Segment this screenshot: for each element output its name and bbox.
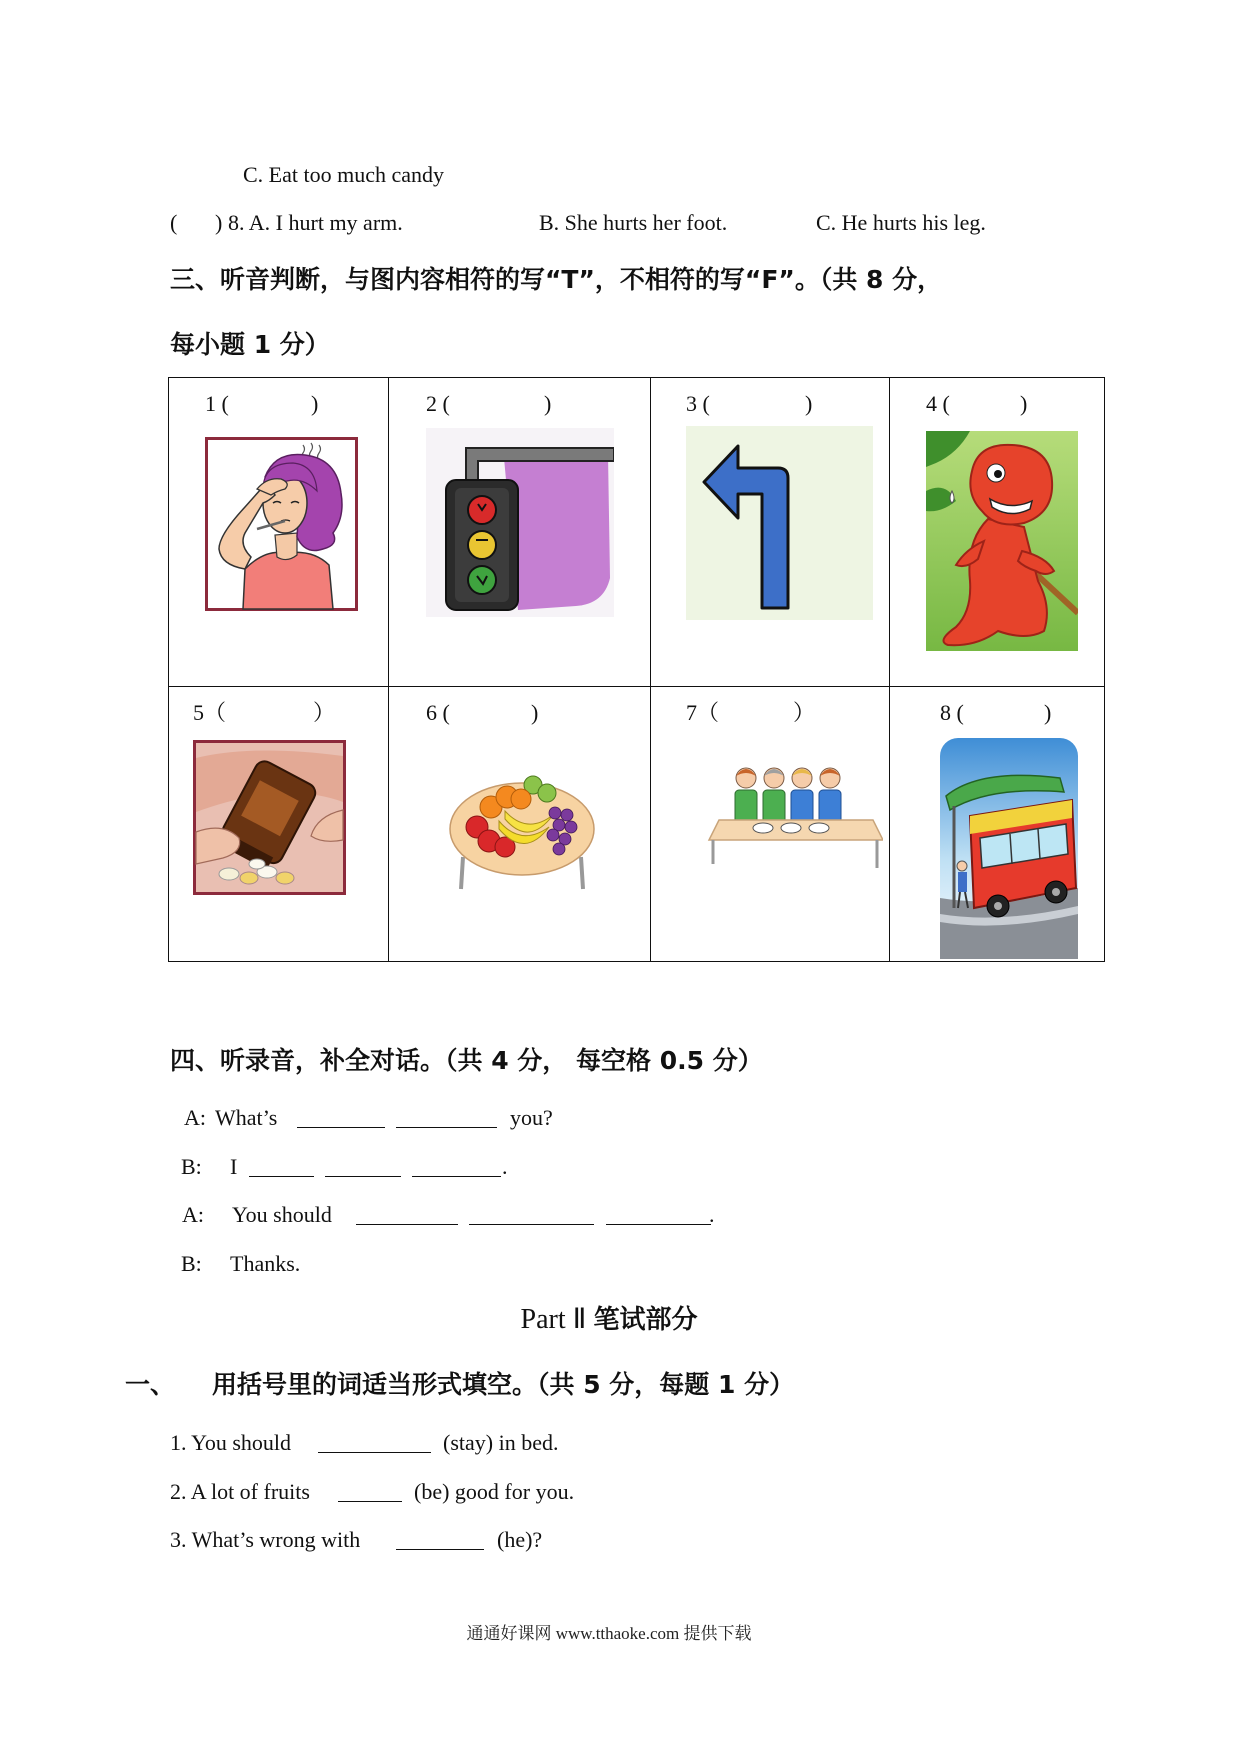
item-4-label-close: ) xyxy=(1020,391,1028,416)
item-text: 2. A lot of fruits xyxy=(170,1479,310,1504)
q8-option-c: C. He hurts his leg. xyxy=(816,210,986,235)
picture-cell-5 xyxy=(169,687,389,963)
fruit-plate-picture xyxy=(445,769,599,894)
q8-paren-open: ( xyxy=(170,210,178,235)
item-3-label-close: ) xyxy=(805,391,813,416)
item-hint: (stay) in bed. xyxy=(443,1430,559,1455)
item-8-label-close: ) xyxy=(1044,700,1052,725)
footer-credit: 通通好课网 www.tthaoke.com 提供下载 xyxy=(466,1624,752,1643)
section3-title-line1: 三、听音判断，与图内容相符的写“T”，不相符的写“F”。（共 8 分， xyxy=(170,265,943,294)
dialogue-text-end: . xyxy=(709,1202,715,1227)
headache-picture xyxy=(205,437,358,611)
speaker-a: A: xyxy=(184,1105,206,1130)
picture-table xyxy=(168,377,1105,962)
section-number: 一、 xyxy=(125,1370,176,1399)
q8-row xyxy=(0,210,1240,238)
dialogue-line-3 xyxy=(0,1202,1240,1230)
answer-blank xyxy=(606,1224,711,1225)
item-text: 1. You should xyxy=(170,1430,292,1455)
item-3-label-open: 3 ( xyxy=(686,391,710,416)
item-hint: (be) good for you. xyxy=(414,1479,575,1504)
part2-section1-heading xyxy=(0,1368,1240,1402)
item-1-label-open: 1 ( xyxy=(205,391,229,416)
picture-cell-7 xyxy=(651,687,890,963)
dialogue-text: What’s xyxy=(215,1105,278,1130)
section3-title-line2: 每小题 1 分） xyxy=(170,330,330,359)
item-1-label-close: ) xyxy=(311,391,319,416)
traffic-light-picture xyxy=(426,428,614,617)
item-6-label-open: 6 ( xyxy=(426,700,450,725)
item-2-label-open: 2 ( xyxy=(426,391,450,416)
picture-cell-3 xyxy=(651,378,890,687)
q8-paren-close: ) xyxy=(215,210,223,235)
answer-blank xyxy=(318,1452,431,1453)
item-7-label-close: ） xyxy=(793,700,816,725)
answer-blank xyxy=(297,1127,385,1128)
answer-blank xyxy=(469,1224,594,1225)
answer-blank xyxy=(325,1176,401,1177)
item-5-label-open: 5（ xyxy=(193,700,227,725)
item-2-label-close: ) xyxy=(544,391,552,416)
dinosaur-picture xyxy=(926,431,1078,651)
section-title: 用括号里的词适当形式填空。（共 5 分，每题 1 分） xyxy=(212,1370,795,1399)
bus-stop-picture xyxy=(940,738,1078,959)
q8-option-b: B. She hurts her foot. xyxy=(539,210,728,235)
item-6-label-close: ) xyxy=(531,700,539,725)
item-hint: (he)? xyxy=(497,1527,543,1552)
part2-title-en: Part Ⅱ xyxy=(520,1304,587,1335)
family-meal-picture xyxy=(707,760,883,871)
fill-item-3 xyxy=(0,1527,1240,1555)
picture-cell-8 xyxy=(890,687,1106,963)
speaker-b: B: xyxy=(181,1251,202,1276)
medicine-picture xyxy=(193,740,346,895)
answer-blank xyxy=(396,1127,497,1128)
picture-cell-2 xyxy=(389,378,651,687)
picture-cell-6 xyxy=(389,687,651,963)
fill-item-2 xyxy=(0,1479,1240,1507)
answer-blank xyxy=(412,1176,501,1177)
dialogue-text: You should xyxy=(232,1202,332,1227)
section4-title: 四、听录音，补全对话。（共 4 分， 每空格 0.5 分） xyxy=(170,1046,763,1075)
dialogue-line-4 xyxy=(0,1251,1240,1279)
item-7-label-open: 7（ xyxy=(686,700,720,725)
picture-cell-1 xyxy=(169,378,389,687)
picture-cell-4 xyxy=(890,378,1106,687)
speaker-a: A: xyxy=(182,1202,204,1227)
speaker-b: B: xyxy=(181,1154,202,1179)
dialogue-text: I xyxy=(230,1154,238,1179)
fill-item-1 xyxy=(0,1430,1240,1458)
dialogue-line-1 xyxy=(0,1105,1240,1133)
part2-title xyxy=(0,1302,1218,1338)
dialogue-text: Thanks. xyxy=(230,1251,301,1276)
item-8-label-open: 8 ( xyxy=(940,700,964,725)
dialogue-text-end: . xyxy=(502,1154,508,1179)
answer-blank xyxy=(396,1549,484,1550)
answer-blank xyxy=(249,1176,314,1177)
item-5-label-close: ） xyxy=(313,700,336,725)
answer-blank xyxy=(338,1501,402,1502)
answer-blank xyxy=(356,1224,458,1225)
part2-title-zh: 笔试部分 xyxy=(593,1305,698,1335)
dialogue-line-2 xyxy=(0,1154,1240,1182)
item-4-label-open: 4 ( xyxy=(926,391,950,416)
q8-option-a: 8. A. I hurt my arm. xyxy=(228,210,403,235)
left-turn-arrow-picture xyxy=(686,426,873,620)
dialogue-text-end: you? xyxy=(510,1105,553,1130)
q7-option-c: C. Eat too much candy xyxy=(243,162,445,187)
item-text: 3. What’s wrong with xyxy=(170,1527,361,1552)
